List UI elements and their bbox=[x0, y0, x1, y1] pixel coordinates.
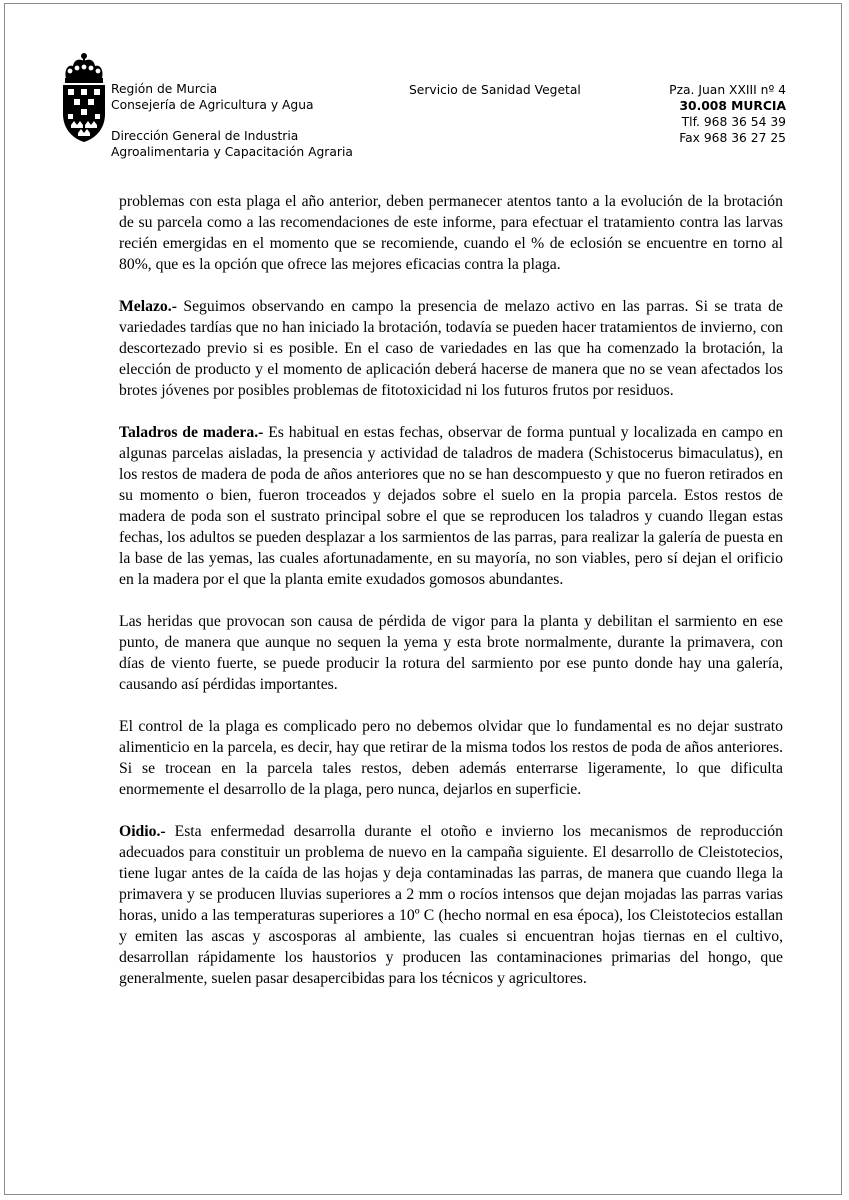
address-fax: Fax 968 36 27 25 bbox=[679, 131, 786, 145]
paragraph-text: Esta enfermedad desarrolla durante el otoño e invierno los mecanismos de reproducción adecuados para constituir un problema de nuevo en la campaña siguiente. El desarrollo de Cleistotecios, tiene lugar antes de la caída de las hojas y deja contaminadas las parras, de manera que cuando llega la primavera y se producen lluvias superiores a 2 mm o rocíos intensos que dejan mojadas las parras varias horas, unido a las temperaturas superiores a 10º C (hecho normal en esa época), los Cleistotecios estallan y emiten las ascas y ascosporas al ambiente, las cuales si encuentran hojas tiernas en el cultivo, desarrollan rápidamente los haustorios y producen las contaminaciones primarias del hongo, que generalmente, suelen pasar desapercibidas para los técnicos y agricultores. bbox=[119, 823, 783, 987]
org-directorate-cont: Agroalimentaria y Capacitación Agraria bbox=[111, 145, 353, 159]
paragraph-melazo bbox=[119, 296, 783, 401]
section-title: Taladros de madera.- bbox=[119, 424, 264, 441]
region-crest-icon bbox=[60, 52, 108, 144]
paragraph-taladros bbox=[119, 422, 783, 590]
paragraph-text: Las heridas que provocan son causa de pérdida de vigor para la planta y debilitan el sarmiento en ese punto, de manera que aunque no sequen la yema y esta brote normalmente, durante la primavera, con días de viento fuerte, se puede producir la rotura del sarmiento por ese punto donde hay una galería, causando así pérdidas importantes. bbox=[119, 613, 783, 693]
address-street: Pza. Juan XXIII nº 4 bbox=[669, 83, 786, 97]
paragraph-text: problemas con esta plaga el año anterior, deben permanecer atentos tanto a la evolución de la brotación de su parcela como a las recomendaciones de este informe, para efectuar el tratamiento contra las larvas recién emergidas en el momento que se recomiende, cuando el % de eclosión se encuentre en torno al 80%, que es la opción que ofrece las mejores eficacias contra la plaga. bbox=[119, 193, 783, 273]
paragraph-oidio bbox=[119, 821, 783, 989]
address-block bbox=[669, 82, 786, 146]
paragraph bbox=[119, 716, 783, 800]
org-region: Región de Murcia bbox=[111, 82, 218, 96]
paragraph-text: Es habitual en estas fechas, observar de forma puntual y localizada en campo en algunas parcelas aisladas, la presencia y actividad de taladros de madera (Schistocerus bimaculatus), en los restos de madera de poda de años anteriores que no se han descompuesto y que no fueron retirados en su momento o bien, fueron troceados y dejados sobre el suelo en la propia parcela. Estos restos de madera de poda son el sustrato principal sobre el que se reproducen los taladros y cuando llegan estas fechas, los adultos se pueden desplazar a los sarmientos de las parras, para realizar la galería de puesta en la base de las yemas, las cuales afortunadamente, en su mayoría, no son viables, pero sí dejan el orificio en la madera por el que la planta emite exudados gomosos abundantes. bbox=[119, 424, 783, 588]
paragraph bbox=[119, 191, 783, 275]
section-title: Melazo.- bbox=[119, 298, 177, 315]
service-name: Servicio de Sanidad Vegetal bbox=[409, 83, 581, 97]
paragraph bbox=[119, 611, 783, 695]
address-city: 30.008 MURCIA bbox=[679, 99, 786, 113]
document-body bbox=[119, 191, 783, 1010]
section-title: Oidio.- bbox=[119, 823, 166, 840]
org-ministry: Consejería de Agricultura y Agua bbox=[111, 98, 314, 112]
address-phone: Tlf. 968 36 54 39 bbox=[681, 115, 786, 129]
paragraph-text: Seguimos observando en campo la presencia de melazo activo en las parras. Si se trata de variedades tardías que no han iniciado la brotación, todavía se pueden hacer tratamientos de invierno, con descortezado previo si es posible. En el caso de variedades en las que ha comenzado la brotación, la elección de producto y el momento de aplicación deberá hacerse de manera que no se vean afectados los brotes jóvenes por posibles problemas de fitotoxicidad ni los futuros frutos por residuos. bbox=[119, 298, 783, 399]
paragraph-text: El control de la plaga es complicado pero no debemos olvidar que lo fundamental es no dejar sustrato alimenticio en la parcela, es decir, hay que retirar de la misma todos los restos de poda de años anteriores. Si se trocean en la parcela tales restos, deben además enterrarse ligeramente, lo que dificulta enormemente el desarrollo de la plaga, pero nunca, dejarlos en superficie. bbox=[119, 718, 783, 798]
org-directorate: Dirección General de Industria bbox=[111, 129, 299, 143]
organization-block bbox=[111, 81, 353, 160]
